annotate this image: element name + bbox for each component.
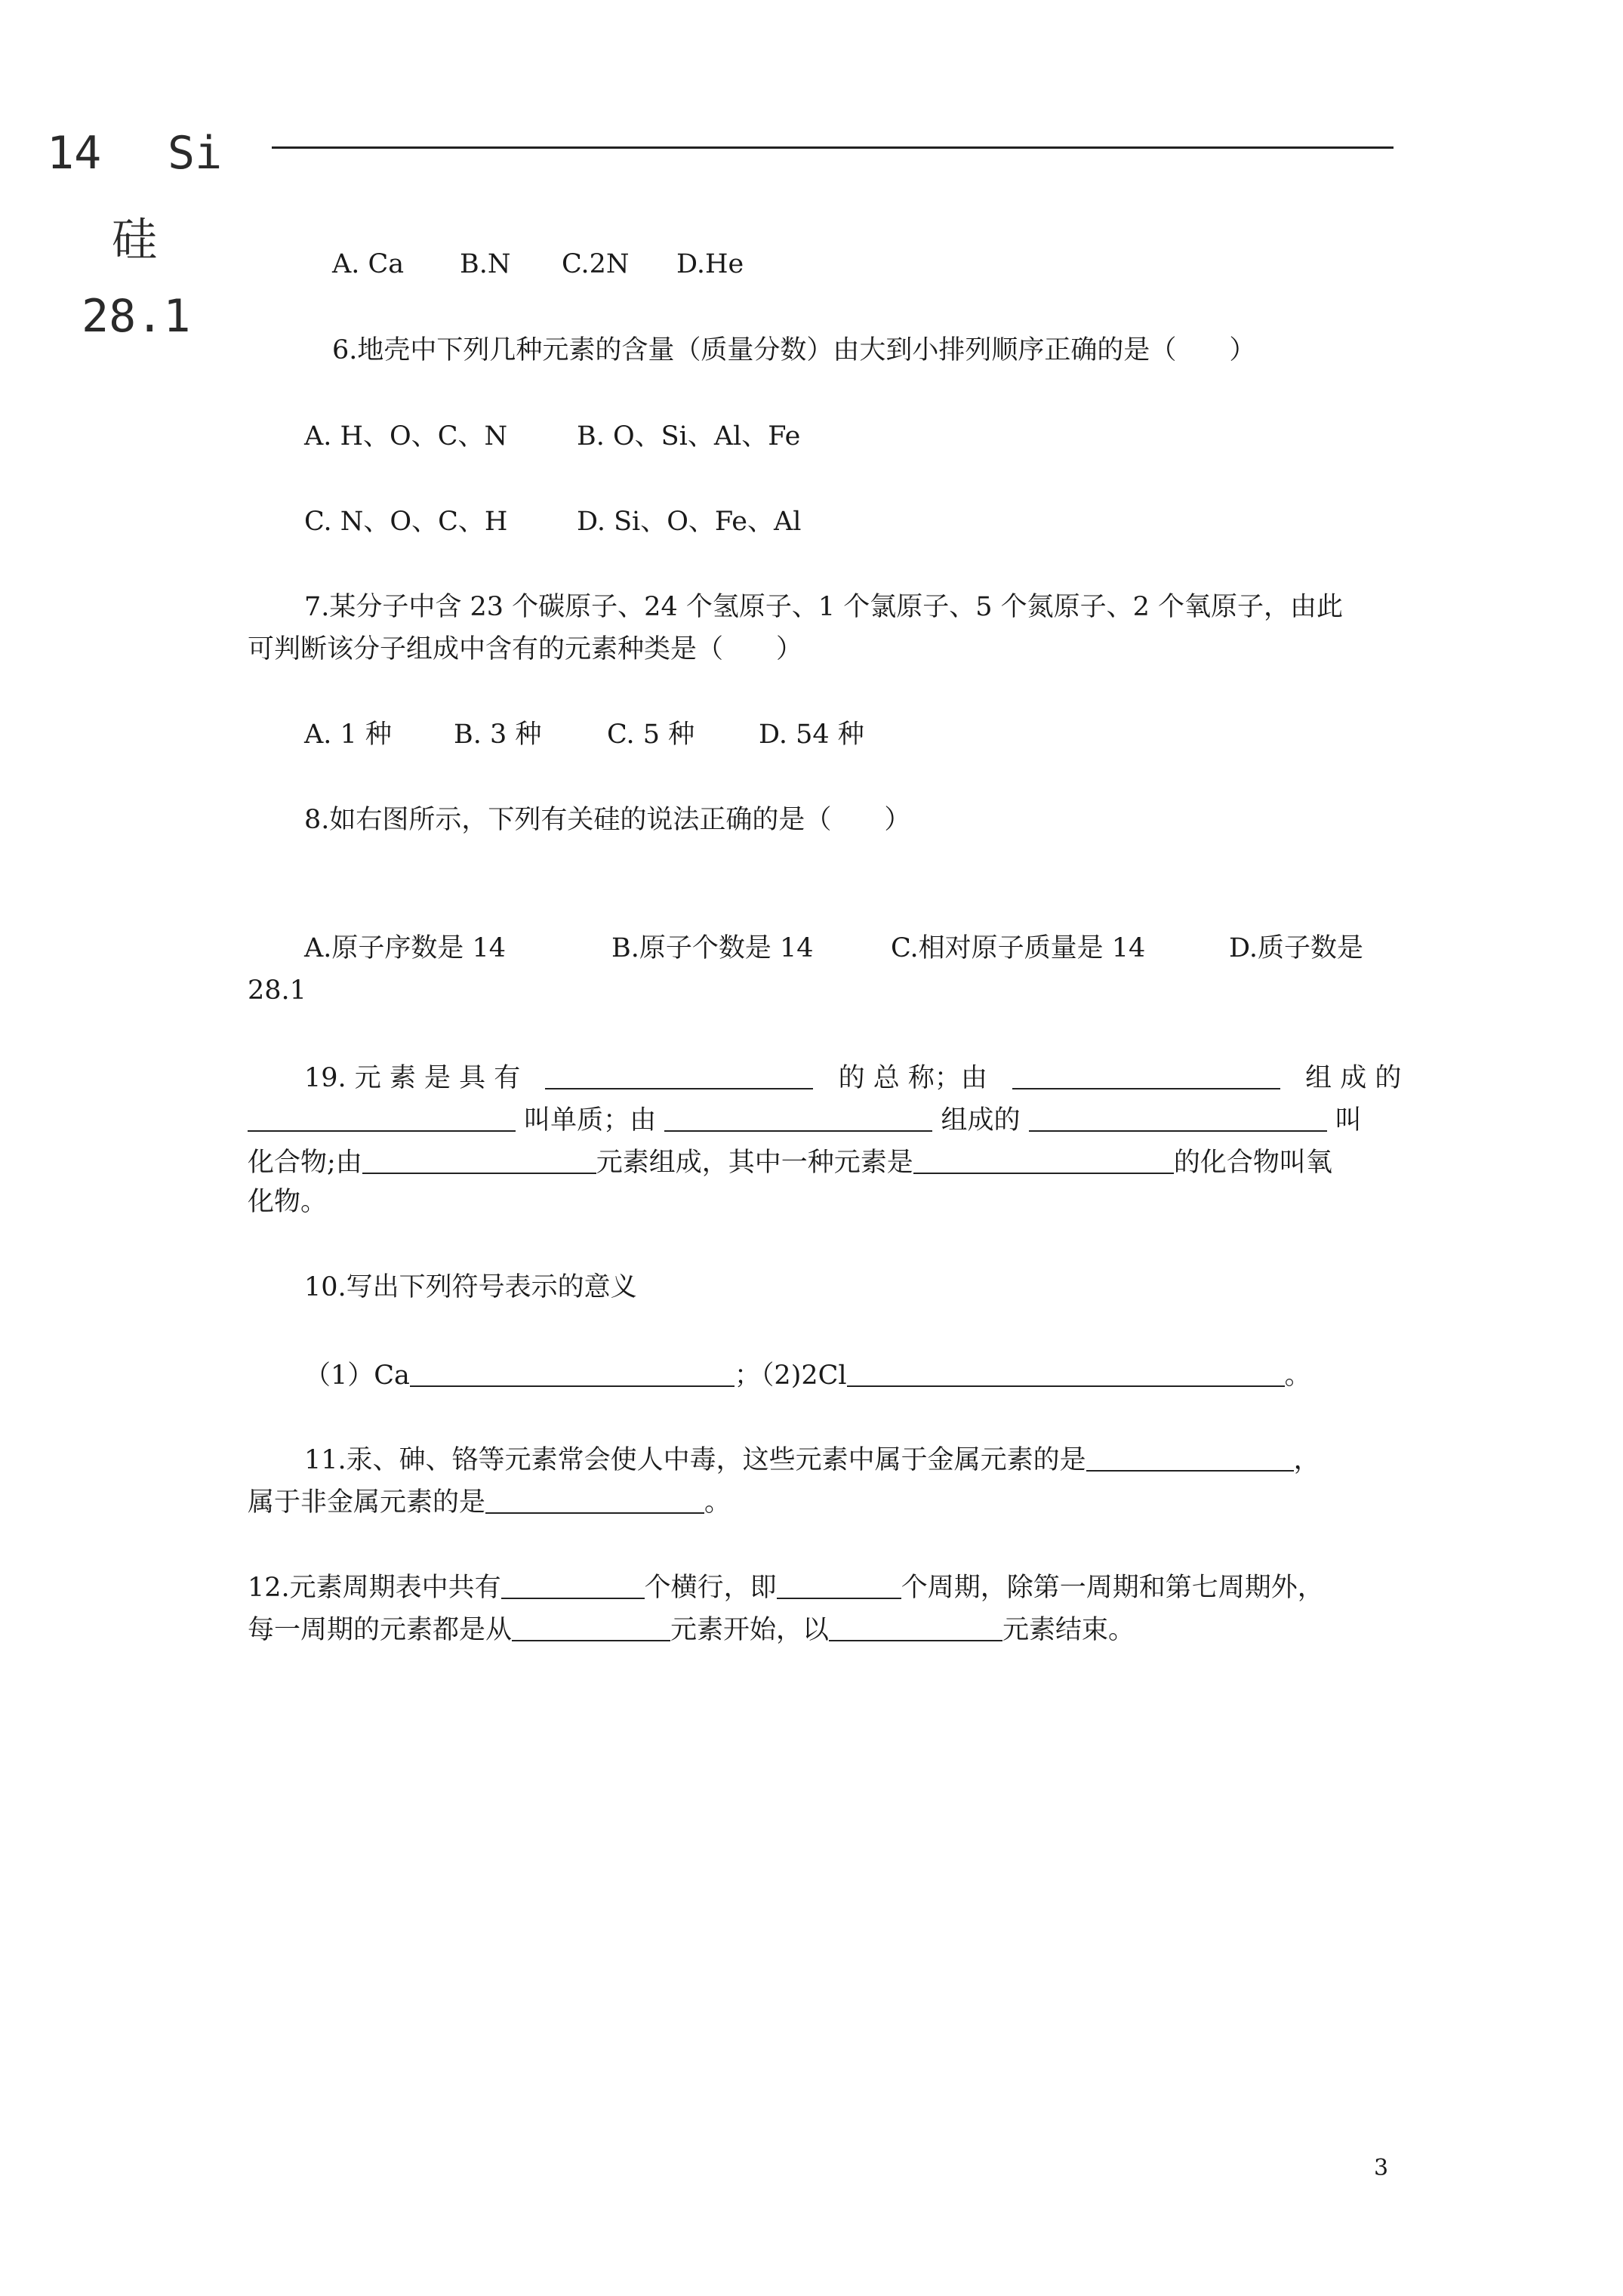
- q19-line3: [248, 1147, 1332, 1176]
- q7-stem-line2: 可判断该分子组成中含有的元素种类是（ ）: [248, 634, 803, 664]
- q12-blank-2[interactable]: [777, 1572, 901, 1599]
- q19-line2: [248, 1105, 1362, 1134]
- q19-blank-1[interactable]: [545, 1062, 813, 1089]
- q19-blank-7[interactable]: [913, 1147, 1174, 1174]
- q11-text-2: ，: [1293, 1445, 1320, 1475]
- q6-option-b: B. O、Si、Al、Fe: [577, 421, 801, 451]
- q8-option-d-continued: 28.1: [248, 975, 306, 1006]
- q19-text-1: 19. 元 素 是 具 有: [304, 1063, 521, 1093]
- q12-line2: [248, 1614, 1135, 1644]
- q19-text-7: 化合物;由: [248, 1148, 362, 1178]
- q19-text-8: 元素组成，其中一种元素是: [596, 1148, 913, 1178]
- q10-blank-1[interactable]: [410, 1360, 735, 1387]
- q19-blank-3[interactable]: [248, 1105, 516, 1132]
- q10-text-2: ；（2)2Cl: [734, 1361, 847, 1391]
- q19-text-6: 叫: [1335, 1105, 1362, 1136]
- q6-option-d: D. Si、O、Fe、Al: [577, 507, 802, 537]
- q19-blank-5[interactable]: [1029, 1105, 1327, 1132]
- q7-option-d: D. 54 种: [759, 720, 864, 750]
- q7-option-b: B. 3 种: [454, 720, 542, 750]
- q8-option-b: B.原子个数是 14: [611, 933, 814, 963]
- q10-text-1: （1）Ca: [304, 1361, 410, 1391]
- q12-text-3: 个周期，除第一周期和第七周期外，: [901, 1573, 1324, 1603]
- element-symbol: Si: [168, 127, 223, 180]
- q10-line: [304, 1360, 1311, 1389]
- q7-stem-line1: 7.某分子中含 23 个碳原子、24 个氢原子、1 个氯原子、5 个氮原子、2 个氧原子，由此: [304, 592, 1344, 622]
- q19-blank-6[interactable]: [362, 1147, 596, 1174]
- page-number: 3: [1374, 2155, 1389, 2181]
- q8-stem: 8.如右图所示，下列有关硅的说法正确的是（ ）: [304, 805, 911, 835]
- q12-text-1: 12.元素周期表中共有: [248, 1573, 501, 1603]
- q19-text-5: 组成的: [941, 1105, 1021, 1136]
- element-atomic-mass: 28.1: [82, 290, 191, 343]
- q12-text-2: 个横行，即: [644, 1573, 777, 1603]
- q19-text-4: 叫单质；由: [524, 1105, 657, 1136]
- q8-option-c: C.相对原子质量是 14: [891, 933, 1146, 963]
- q12-line1: [248, 1572, 1324, 1601]
- q7-option-c: C. 5 种: [607, 720, 695, 750]
- q11-text-1: 11.汞、砷、铬等元素常会使人中毒，这些元素中属于金属元素的是: [304, 1445, 1086, 1475]
- q6-option-c: C. N、O、C、H: [304, 507, 508, 537]
- q12-text-6: 元素结束。: [1002, 1615, 1135, 1645]
- element-name: 硅: [112, 214, 157, 267]
- q7-option-a: A. 1 种: [304, 720, 392, 750]
- q10-blank-2[interactable]: [847, 1360, 1285, 1387]
- q11-line2: [248, 1487, 731, 1516]
- q12-text-5: 元素开始，以: [670, 1615, 830, 1645]
- q11-blank-1[interactable]: [1086, 1444, 1294, 1472]
- q5-option-d: D.He: [676, 249, 744, 279]
- element-atomic-number: 14: [47, 127, 102, 180]
- q19-text-3: 组 成 的: [1305, 1063, 1402, 1093]
- q11-line1: [304, 1444, 1320, 1474]
- q12-blank-4[interactable]: [829, 1614, 1002, 1641]
- q19-line4: 化物。: [248, 1187, 328, 1217]
- q10-text-3: 。: [1284, 1361, 1311, 1391]
- q19-text-2: 的 总 称；由: [838, 1063, 987, 1093]
- q19-line1: [304, 1062, 1401, 1092]
- q11-text-4: 。: [704, 1487, 731, 1518]
- q6-option-a: A. H、O、C、N: [304, 421, 508, 451]
- q19-text-9: 的化合物叫氧: [1173, 1148, 1332, 1178]
- q5-option-c: C.2N: [562, 249, 630, 279]
- q8-option-d: D.质子数是: [1229, 933, 1363, 963]
- q8-option-a: A.原子序数是 14: [304, 933, 507, 963]
- q12-blank-3[interactable]: [512, 1614, 670, 1641]
- q12-blank-1[interactable]: [501, 1572, 645, 1599]
- q5-option-b: B.N: [460, 249, 511, 279]
- q10-stem: 10.写出下列符号表示的意义: [304, 1272, 637, 1302]
- q11-text-3: 属于非金属元素的是: [248, 1487, 486, 1518]
- q11-blank-2[interactable]: [485, 1487, 704, 1514]
- q12-text-4: 每一周期的元素都是从: [248, 1615, 513, 1645]
- q19-blank-2[interactable]: [1012, 1062, 1280, 1089]
- q19-blank-4[interactable]: [664, 1105, 932, 1132]
- q6-stem: 6.地壳中下列几种元素的含量（质量分数）由大到小排列顺序正确的是（ ）: [332, 335, 1256, 365]
- answer-line-top: [272, 146, 1394, 149]
- q5-option-a: A. Ca: [332, 249, 405, 279]
